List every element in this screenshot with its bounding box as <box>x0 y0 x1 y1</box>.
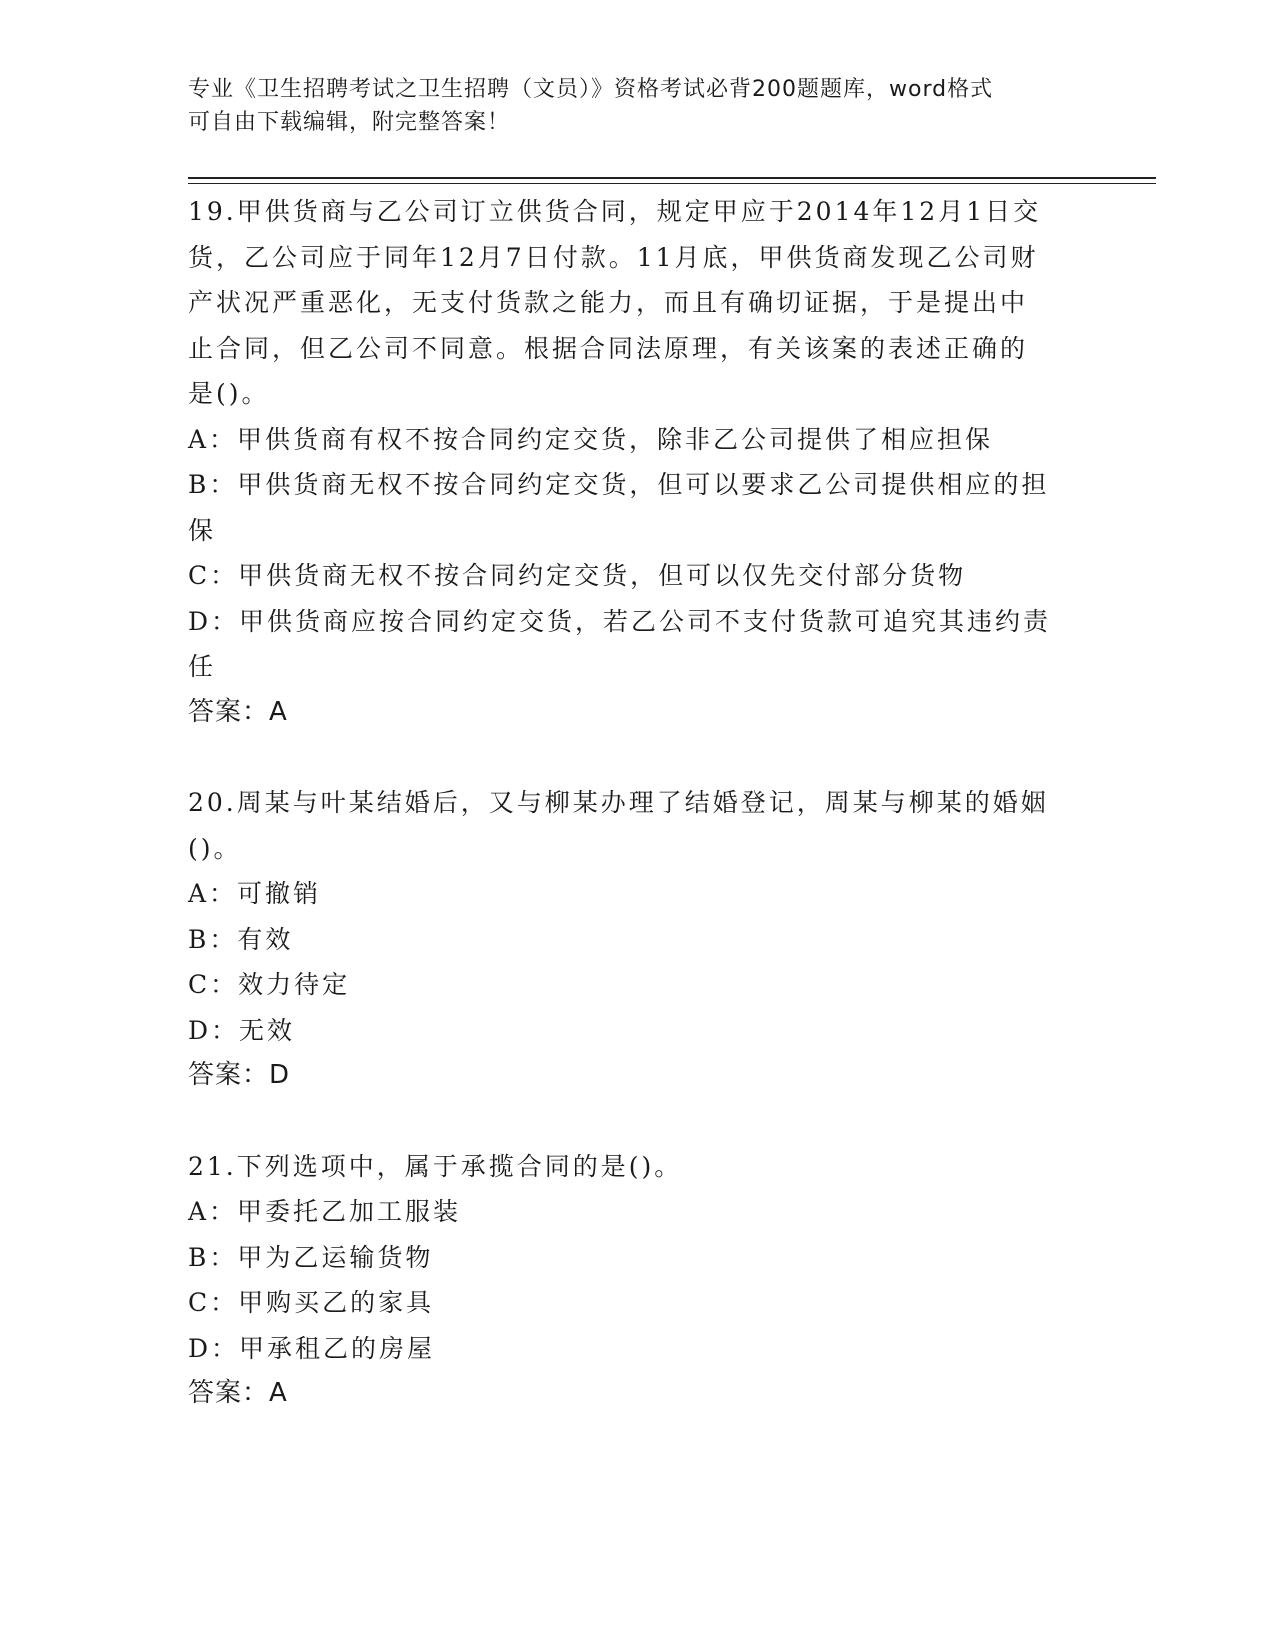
option-a <box>188 871 1088 917</box>
question-list <box>188 189 1088 1462</box>
option-b <box>188 1235 1088 1281</box>
option-line: B：甲供货商无权不按合同约定交货，但可以要求乙公司提供相应的担 <box>188 470 1050 499</box>
option-line: A：可撤销 <box>188 879 322 908</box>
option-a <box>188 417 1088 463</box>
stem-line: 产状况严重恶化，无支付货款之能力，而且有确切证据，于是提出中 <box>188 288 1029 317</box>
option-line: A：甲委托乙加工服装 <box>188 1197 462 1226</box>
question-21 <box>188 1144 1088 1417</box>
option-d <box>188 1326 1088 1372</box>
question-stem <box>188 780 1088 871</box>
option-line: C：甲购买乙的家具 <box>188 1288 435 1317</box>
option-line: A：甲供货商有权不按合同约定交货，除非乙公司提供了相应担保 <box>188 424 994 454</box>
answer-label: 答案：A <box>188 696 288 727</box>
header-title-line-2: 可自由下载编辑，附完整答案！ <box>188 110 511 135</box>
option-line: C：甲供货商无权不按合同约定交货，但可以仅先交付部分货物 <box>188 561 967 590</box>
option-d <box>188 1008 1088 1054</box>
option-b <box>188 462 1088 553</box>
header-title-line-1: 专业《卫生招聘考试之卫生招聘（文员）》资格考试必背200题题库，word格式 <box>188 77 994 102</box>
stem-line: 20.周某与叶某结婚后，又与柳某办理了结婚登记，周某与柳某的婚姻 <box>188 788 1049 817</box>
question-19 <box>188 189 1088 735</box>
option-line: 保 <box>188 515 217 545</box>
question-stem <box>188 1144 1088 1190</box>
option-c <box>188 962 1088 1008</box>
option-line: 任 <box>188 652 217 681</box>
answer-label: 答案：A <box>188 1378 288 1408</box>
stem-line: ()。 <box>188 833 242 863</box>
option-line: B：甲为乙运输货物 <box>188 1242 434 1272</box>
answer-label: 答案：D <box>188 1060 291 1090</box>
option-line: B：有效 <box>188 924 294 954</box>
option-line: D：甲供货商应按合同约定交货，若乙公司不支付货款可追究其违约责 <box>188 606 1052 636</box>
option-line: C：效力待定 <box>188 970 351 999</box>
option-c <box>188 1280 1088 1326</box>
question-stem <box>188 189 1088 417</box>
option-line: D：无效 <box>188 1015 296 1045</box>
option-b <box>188 917 1088 963</box>
stem-line: 是()。 <box>188 379 270 408</box>
stem-line: 货，乙公司应于同年12月7日付款。11月底，甲供货商发现乙公司财 <box>188 242 1039 272</box>
stem-line: 19.甲供货商与乙公司订立供货合同，规定甲应于2014年12月1日交 <box>188 197 1042 226</box>
option-line: D：甲承租乙的房屋 <box>188 1333 436 1363</box>
option-a <box>188 1189 1088 1235</box>
stem-line: 止合同，但乙公司不同意。根据合同法原理，有关该案的表述正确的 <box>188 333 1029 363</box>
question-20 <box>188 780 1088 1099</box>
header-divider-thin <box>188 183 1156 184</box>
stem-line: 21.下列选项中，属于承揽合同的是()。 <box>188 1151 683 1181</box>
header-divider-thick <box>188 177 1156 179</box>
option-d <box>188 599 1088 690</box>
document-header <box>188 73 1068 139</box>
option-c <box>188 553 1088 599</box>
